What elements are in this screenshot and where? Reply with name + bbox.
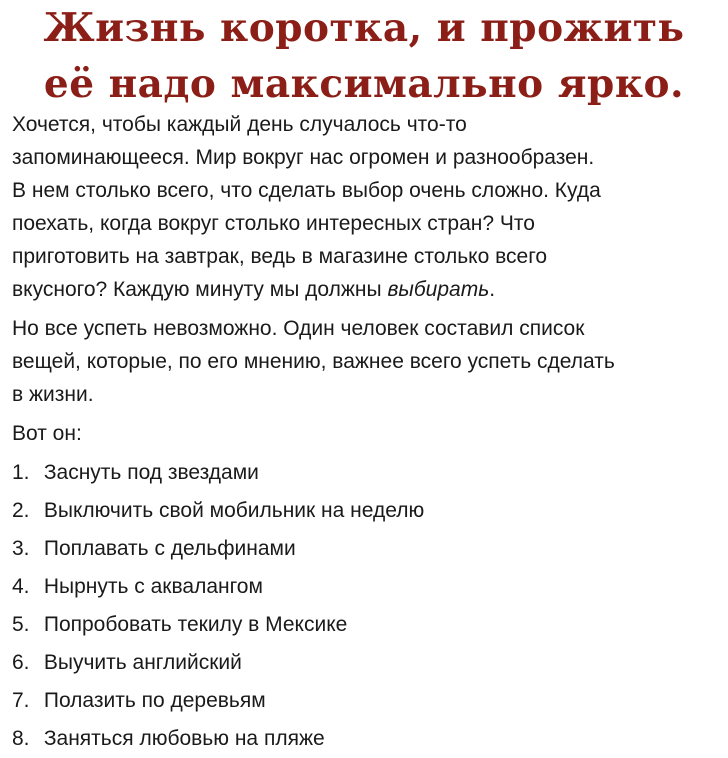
list-item-text: Выучить английский [43, 651, 242, 674]
list-item-number: 6. [12, 651, 30, 674]
list-item-text: Попробовать текилу в Мексике [43, 613, 348, 636]
bucket-list [12, 454, 718, 758]
paragraph-1 [12, 108, 718, 306]
list-item-text: Полазить по деревьям [43, 689, 266, 712]
list-item [12, 454, 718, 492]
page-title [0, 0, 728, 112]
paragraph-1-line-2: запоминающееся. Мир вокруг нас огромен и разнообразен. [12, 146, 595, 169]
list-item-number: 7. [12, 689, 30, 712]
paragraph-1-line-4: поехать, когда вокруг столько интересных стран? Что [12, 212, 535, 235]
list-item [12, 720, 718, 758]
article-body [12, 108, 718, 758]
paragraph-2-line-1: Но все успеть невозможно. Один человек составил список [12, 317, 585, 340]
emphasis-word: выбирать [387, 278, 490, 301]
list-item-number: 1. [12, 461, 30, 484]
paragraph-2-line-3: в жизни. [12, 383, 94, 406]
paragraph-1-line-1: Хочется, чтобы каждый день случалось что-то [12, 113, 467, 136]
list-intro: Вот он: [12, 422, 82, 445]
list-item-text: Заснуть под звездами [43, 461, 259, 484]
list-item [12, 568, 718, 606]
list-item-text: Нырнуть с аквалангом [43, 575, 263, 598]
paragraph-1-line-5: приготовить на завтрак, ведь в магазине столько всего [12, 245, 548, 268]
list-item [12, 492, 718, 530]
paragraph-1-line-3: В нем столько всего, что сделать выбор очень сложно. Куда [12, 179, 601, 202]
list-item-number: 2. [12, 499, 30, 522]
list-item [12, 682, 718, 720]
list-item-number: 4. [12, 575, 30, 598]
paragraph-1-line-6 [12, 273, 718, 306]
list-item-number: 5. [12, 613, 30, 636]
list-item-number: 8. [12, 727, 30, 750]
list-item [12, 644, 718, 682]
paragraph-1-line-6-end: . [489, 278, 496, 301]
list-item-text: Заняться любовью на пляже [43, 727, 325, 750]
paragraph-2-line-2: вещей, которые, по его мнению, важнее всего успеть сделать [12, 350, 615, 373]
list-item-text: Выключить свой мобильник на неделю [43, 499, 425, 522]
list-item [12, 606, 718, 644]
paragraph-1-line-6-text: вкусного? Каждую минуту мы должны [12, 278, 388, 301]
list-item-text: Поплавать с дельфинами [43, 537, 296, 560]
title-line-1: Жизнь коротка, и прожить [43, 5, 685, 51]
title-line-2: её надо максимально ярко. [43, 61, 685, 107]
list-item-number: 3. [12, 537, 30, 560]
list-item [12, 530, 718, 568]
paragraph-2 [12, 312, 718, 411]
